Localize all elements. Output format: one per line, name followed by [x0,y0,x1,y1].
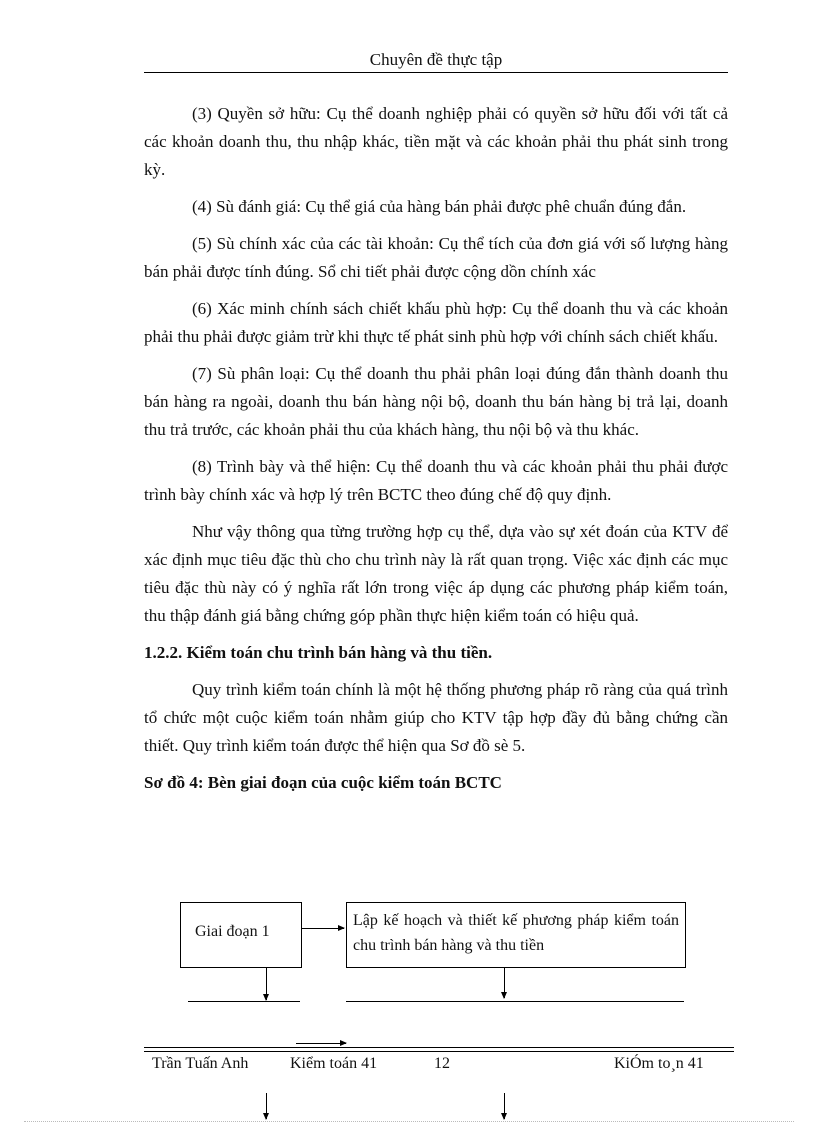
diagram-caption: Sơ đồ 4: Bèn giai đoạn của cuộc kiểm toán BCTC [144,773,502,792]
page-number: 12 [434,1055,450,1072]
paragraph-summary: Như vậy thông qua từng trường hợp cụ thể, dựa vào sự xét đoán của KTV để xác định mục tiêu đặc thù cho chu trình này là rất quan trọng. Việc xác định các mục tiêu đặc thù này có ý nghĩa rất lớn trong việc áp dụng các phương pháp kiểm toán, thu thập đánh giá bằng chứng góp phần thực hiện kiểm toán có hiệu quả. [144,522,728,625]
down-arrow-left [266,968,267,1000]
page-bottom-edge [24,1121,794,1122]
stage-1-label: Giai đoạn 1 [195,923,270,940]
paragraph-discount-policy: (6) Xác minh chính sách chiết khấu phù hợp: Cụ thể doanh thu và các khoản phải thu phải được giảm trừ khi thực tế phát sinh phù hợp với chính sách chiết khấu. [144,299,728,346]
header-divider [144,72,728,73]
document-body [144,100,728,797]
paragraph-presentation: (8) Trình bày và thể hiện: Cụ thể doanh thu và các khoản phải thu phải được trình bày chính xác và hợp lý trên BCTC theo đúng chế độ quy định. [144,457,728,504]
stage-1-description-box [346,902,686,968]
stage-1-description: Lập kế hoạch và thiết kế phương pháp kiểm toán chu trình bán hàng và thu tiền [353,912,679,954]
paragraph-classification: (7) Sù phân loại: Cụ thể doanh thu phải phân loại đúng đắn thành doanh thu bán hàng ra ngoài, doanh thu bán hàng nội bộ, doanh thu bán hàng bị trả lại, doanh thu trả trước, các khoản phải thu của khách hàng, thu nội bộ và thu khác. [144,364,728,439]
footer-class: Kiểm toán 41 [290,1055,378,1072]
down-arrow-right [504,968,505,998]
paragraph-accuracy: (5) Sù chính xác của các tài khoản: Cụ thể tích của đơn giá với số lượng hàng bán phải được tính đúng. Sổ chi tiết phải được cộng dồn chính xác [144,234,728,281]
page-header-title: Chuyên đề thực tập [369,50,503,69]
footer-class-garbled: KiÓm to¸n 41 [614,1055,704,1072]
footer-divider-bottom [144,1051,734,1052]
paragraph-valuation: (4) Sù đánh giá: Cụ thể giá của hàng bán phải được phê chuẩn đúng đắn. [192,197,687,216]
connector-arrow-lower [296,1043,346,1044]
paragraph-audit-process: Quy trình kiểm toán chính là một hệ thống phương pháp rõ ràng của quá trình tổ chức một cuộc kiểm toán nhằm giúp cho KTV tập hợp đầy đủ bằng chứng cần thiết. Quy trình kiểm toán được thể hiện qua Sơ đồ sè 5. [144,680,728,755]
divider-left [188,1001,300,1002]
audit-stages-diagram [144,900,728,1024]
footer-divider-top [144,1047,734,1048]
divider-right [346,1001,684,1002]
bottom-arrow-left [266,1093,267,1119]
bottom-arrow-right [504,1093,505,1119]
stage-1-box [180,902,302,968]
footer-author: Trần Tuấn Anh [152,1055,249,1072]
section-heading: 1.2.2. Kiểm toán chu trình bán hàng và thu tiền. [144,643,493,662]
stage-connector-arrow [302,928,344,929]
paragraph-ownership: (3) Quyền sở hữu: Cụ thể doanh nghiệp phải có quyền sở hữu đối với tất cả các khoản doanh thu, thu nhập khác, tiền mặt và các khoản phải thu phát sinh trong kỳ. [144,104,728,179]
